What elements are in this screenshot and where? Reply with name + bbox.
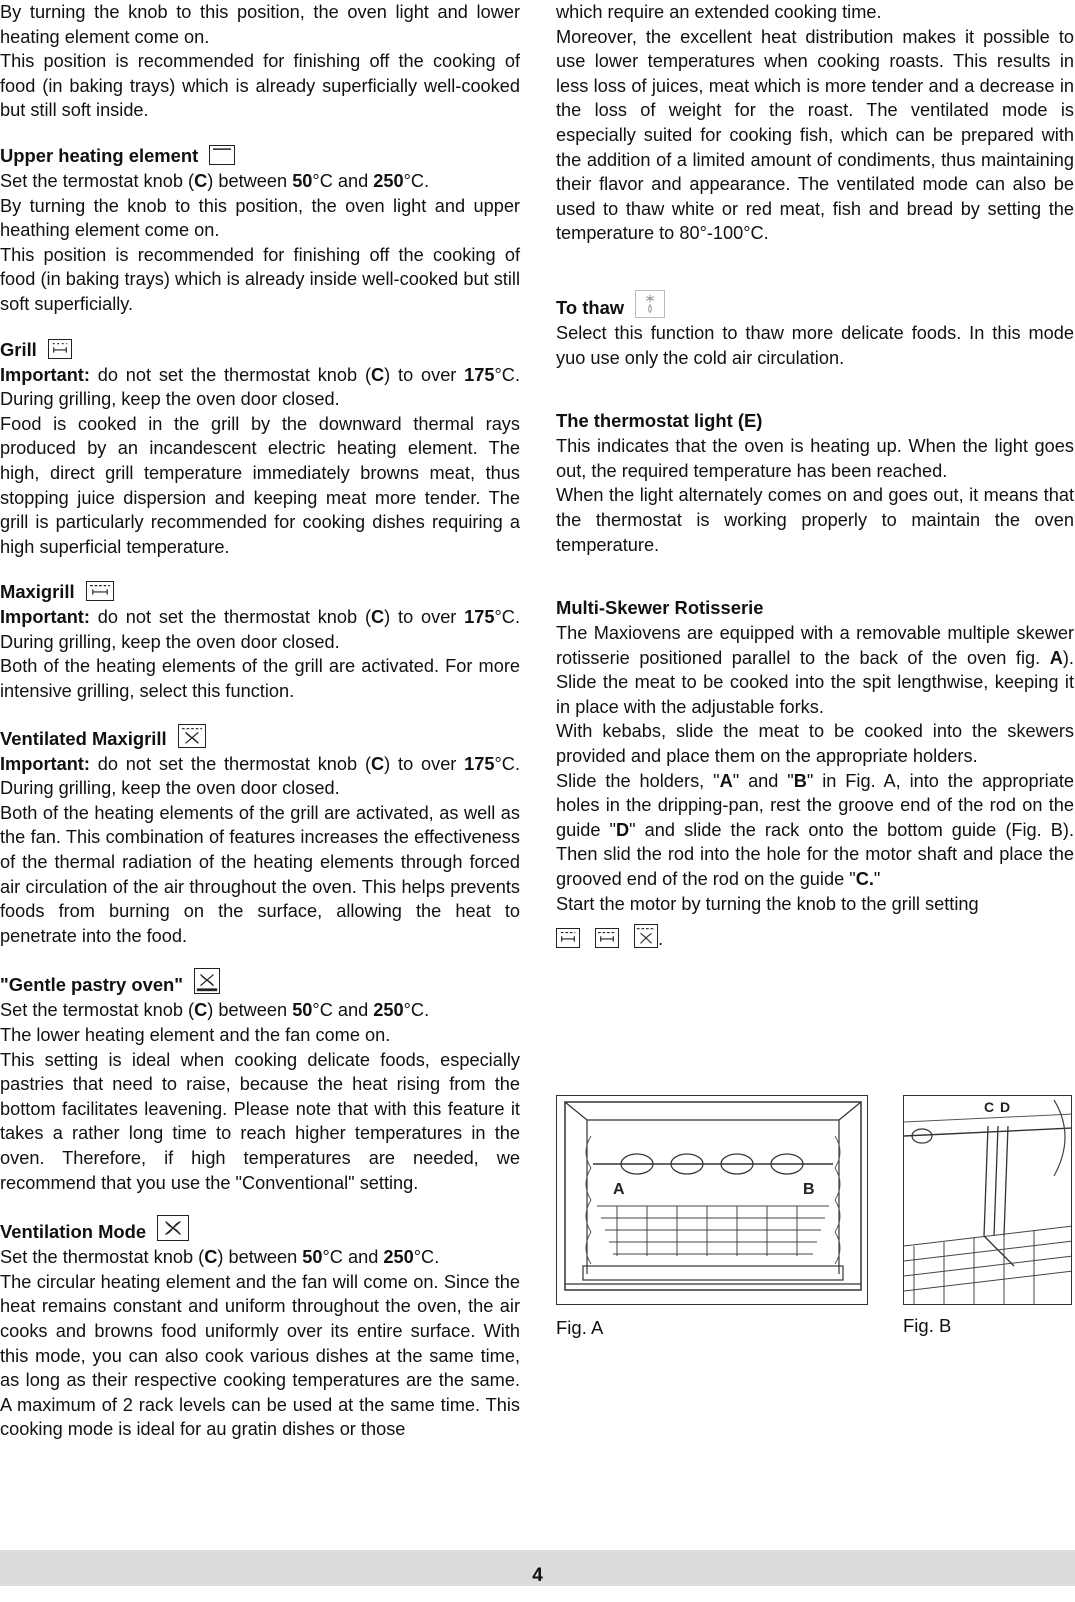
figure-b [903,1095,1072,1337]
ventilation-paragraph-2: The circular heating element and the fan will come on. Since the heat remains constant and uniform throughout the oven, the air cooks and browns food uniformly over its entire surface. With this mode, you can also cook various dishes at the same time, as long as their respective cooking temperatures are the same. A maximum of 2 rack levels can be used at the same time. This cooking mode is ideal for au gratin dishes or those [0,1271,520,1440]
upper-paragraph-3: This position is recommended for finishing off the cooking of food (in baking trays) which is already inside well-cooked but still soft superficially. [0,244,520,314]
upper-paragraph-2: By turning the knob to this position, the oven light and upper heathing element come on. [0,195,520,241]
figure-a-caption: Fig. A [556,1317,604,1338]
gentle-paragraph-3: This setting is ideal when cooking delicate foods, especially pastries that need to raise, because the heat rising from the bottom facilitates leavening. Please note that with this feature it takes a rather long time to reach higher temperatures in the oven. Therefore, if high temperatures are needed, we recommend that you use the "Conventional" setting. [0,1049,520,1193]
thaw-heading: To thaw [556,290,1074,321]
maxigrill-heading: Maxigrill [0,579,520,605]
ventilation-mode-heading: Ventilation Mode [0,1215,520,1245]
thaw-paragraph: Select this function to thaw more delicate foods. In this mode yuo use only the cold air circulation. [556,322,1074,368]
vent-maxigrill-important: Important: do not set the thermostat knob (C) to over 175°C. During grilling, keep the oven door closed. [0,753,520,799]
maxigrill-icon [595,928,619,948]
footer-bar [0,1550,1075,1586]
upper-heating-element-icon [209,145,235,165]
figure-b-label-c: C [984,1099,995,1115]
oven-rotisserie-illustration [557,1096,868,1305]
figure-a-label-a: A [613,1181,625,1198]
continued-paragraph-1: which require an extended cooking time. [556,2,882,22]
upper-set-temp: Set the termostat knob (C) between 50°C and 250°C. [0,170,430,191]
figure-b-caption: Fig. B [903,1315,952,1336]
rotisserie-guide-illustration [904,1096,1072,1305]
ventilated-maxigrill-icon [634,924,658,948]
rotisserie-heading: Multi-Skewer Rotisserie [556,597,764,619]
vent-maxigrill-heading: Ventilated Maxigrill [0,724,520,752]
figure-b-label-d: D [1000,1099,1011,1115]
figure-a-drawing [556,1095,868,1305]
rotisserie-paragraph-2: With kebabs, slide the meat to be cooked into the skewers provided and place them on the appropriate holders. [556,721,1074,767]
thermostat-paragraph-2: When the light alternately comes on and goes out, it means that the thermostat is working properly to maintain the oven temperature. [556,485,1074,555]
grill-icon [556,928,580,948]
intro-paragraph-2: This position is recommended for finishing off the cooking of food (in baking trays) which is already superficially well-cooked but still soft inside. [0,51,520,121]
vent-maxigrill-paragraph-2: Both of the heating elements of the grill are activated, as well as the fan. This combination of features increases the effectiveness of the thermal radiation of the heating elements through forced air circulation of the air throughout the oven. This helps prevents foods from burning on the surface, allowing the heat to penetrate into the food. [0,802,520,946]
rotisserie-grill-settings: . [556,924,1074,952]
continued-paragraph-2: Moreover, the excellent heat distribution makes it possible to use lower temperatures when cooking roasts. This results in less loss of juices, meat which is more tender and a decrease in the loss of weight for the roast. The ventilated mode is especially suited for cooking fish, which can be prepared with the addition of a limited amount of condiments, thus maintaining their flavor and appearance. The ventilated mode can also be used to thaw white or red meat, fish and bread by setting the temperature to 80°-100°C. [556,26,1074,244]
gentle-pastry-heading: "Gentle pastry oven" [0,968,520,998]
figure-a-label-b: B [803,1181,815,1198]
thermostat-light-heading: The thermostat light (E) [556,410,763,432]
grill-icon [48,339,72,359]
gentle-paragraph-2: The lower heating element and the fan come on. [0,1025,391,1045]
gentle-set-temp: Set the termostat knob (C) between 50°C and 250°C. [0,1000,430,1021]
upper-heating-heading: Upper heating element [0,143,520,169]
maxigrill-icon [86,581,114,601]
left-column [0,0,520,1442]
right-column [556,0,1074,952]
grill-important: Important: do not set the thermostat knob (C) to over 175°C. During grilling, keep the oven door closed. [0,364,520,410]
ventilation-set-temp: Set the thermostat knob (C) between 50°C and 250°C. [0,1247,440,1268]
gentle-pastry-icon [194,968,220,994]
maxigrill-important: Important: do not set the thermostat knob (C) to over 175°C. During grilling, keep the oven door closed. [0,607,520,652]
thermostat-paragraph-1: This indicates that the oven is heating up. When the light goes out, the required temperature has been reached. [556,436,1074,481]
grill-paragraph-2: Food is cooked in the grill by the downward thermal rays produced by an incandescent electric heating element. The high, direct grill temperature immediately browns meat, thus stopping juice dispersion and keeping meat more tender. The grill is particularly recommended for cooking dishes requiring a high superficial temperature. [0,413,520,557]
intro-paragraph-1: By turning the knob to this position, the oven light and lower heating element come on. [0,2,520,47]
page-number: 4 [532,1565,543,1586]
rotisserie-paragraph-1: The Maxiovens are equipped with a removable multiple skewer rotisserie positioned parallel to the back of the oven fig. A). Slide the meat to be cooked into the spit lengthwise, keeping it in place with the adjustable forks. [556,623,1074,717]
ventilation-mode-icon [157,1215,189,1241]
figure-b-drawing [903,1095,1072,1305]
figure-a [556,1095,868,1339]
rotisserie-paragraph-3: Slide the holders, "A" and "B" in Fig. A, into the appropriate holes in the dripping-pan, rest the groove end of the rod on the guide "D" and slide the rack onto the bottom guide (Fig. B). Then slid the rod into the hole for the motor shaft and place the grooved end of the rod on the guide "C." [556,770,1075,890]
rotisserie-paragraph-4: Start the motor by turning the knob to the grill setting [556,893,979,914]
snowflake-drop-icon [635,290,665,318]
grill-heading: Grill [0,337,520,363]
ventilated-maxigrill-icon [178,724,206,748]
maxigrill-paragraph-2: Both of the heating elements of the grill are activated. For more intensive grilling, select this function. [0,656,520,702]
